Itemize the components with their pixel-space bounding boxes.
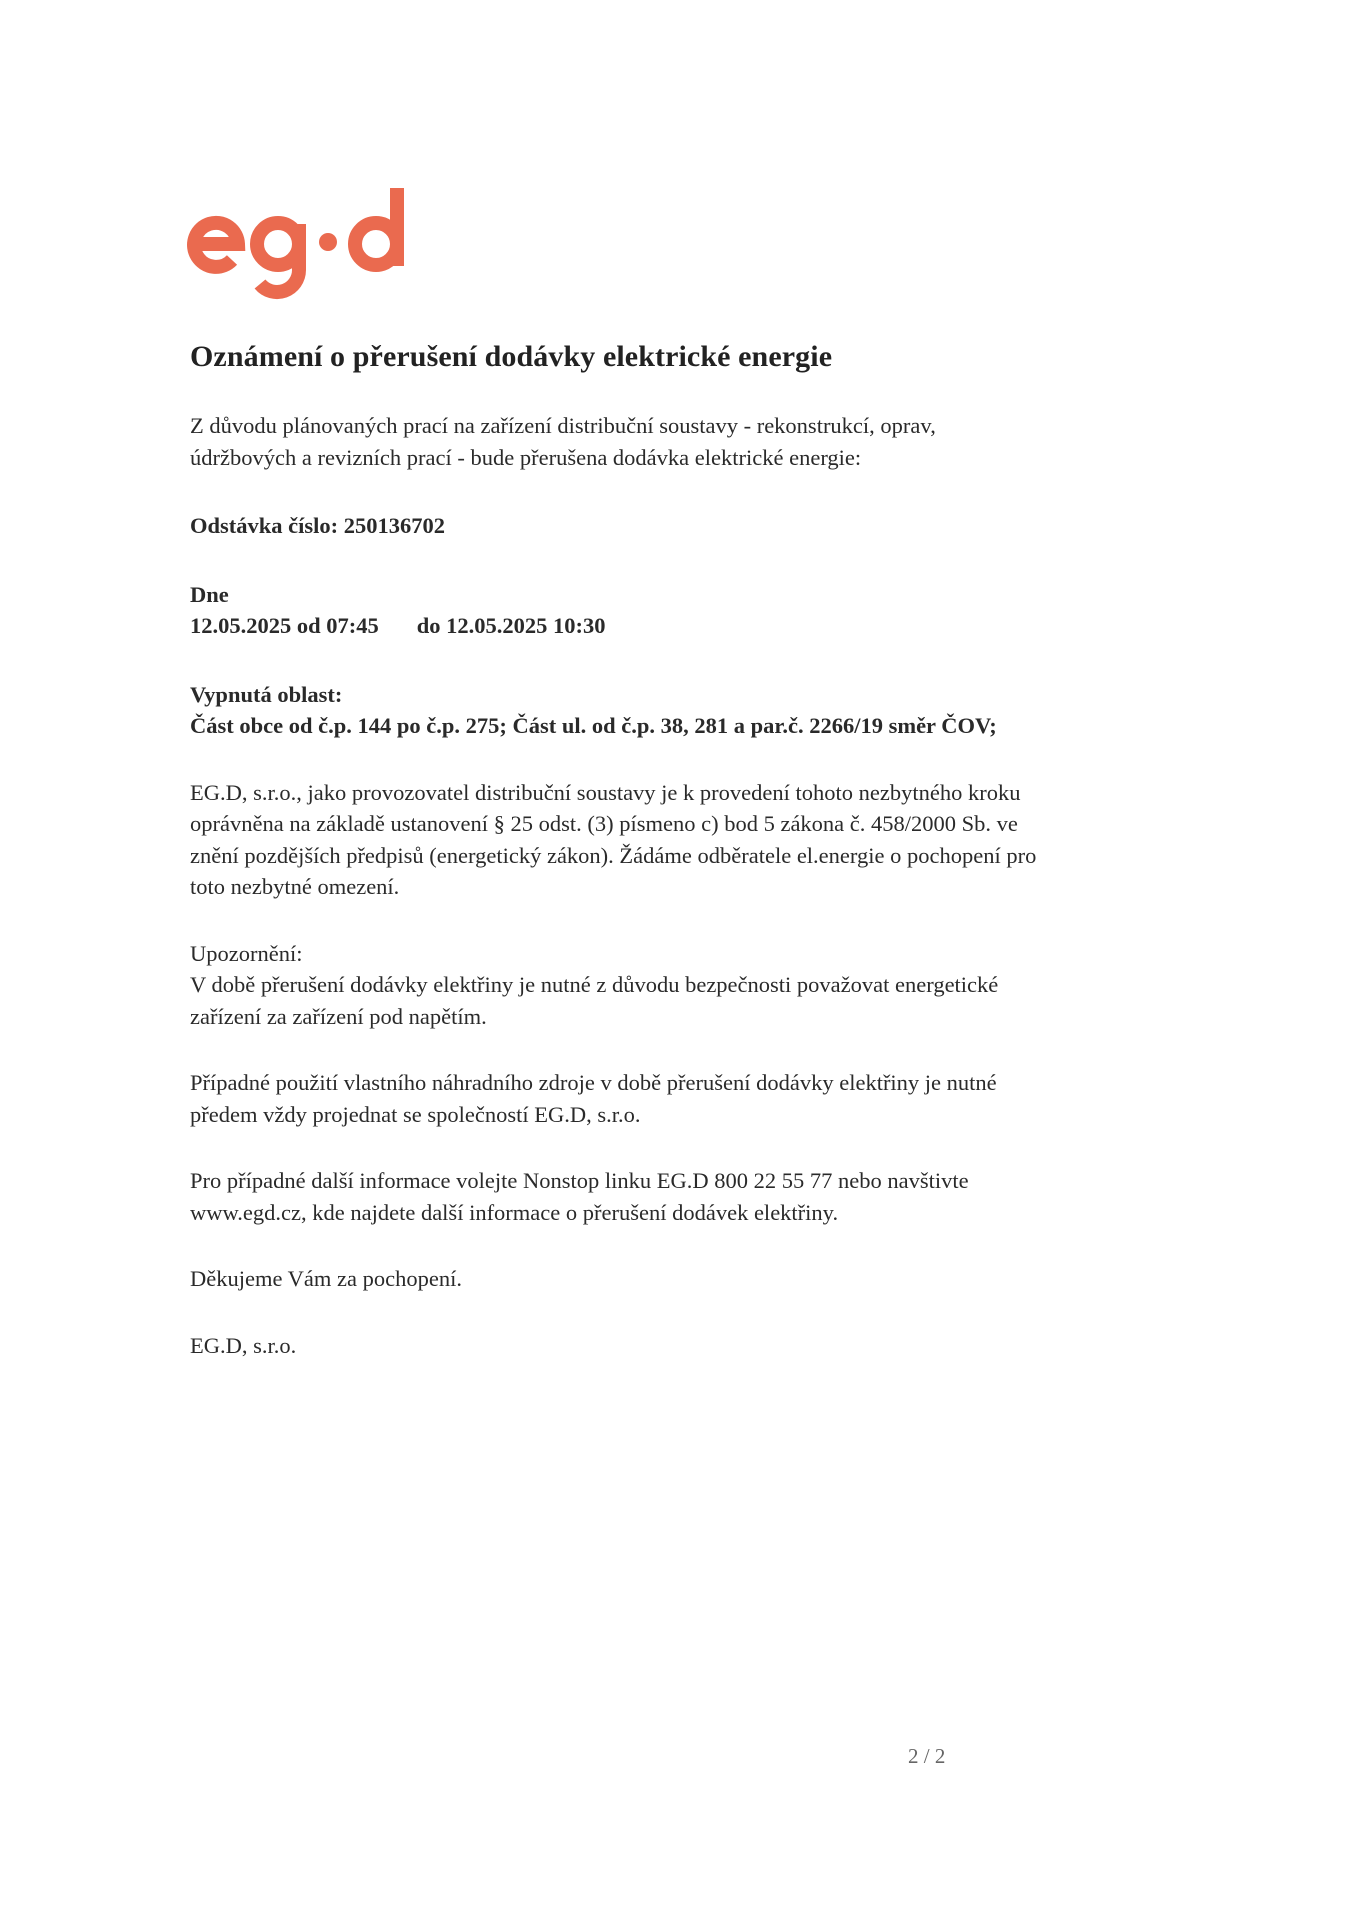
notice-content bbox=[190, 340, 1210, 1361]
generator-line-1: Případné použití vlastního náhradního zdroje v době přerušení dodávky elektřiny je nutné bbox=[190, 1070, 997, 1095]
area-value: Část obce od č.p. 144 po č.p. 275; Část ul. od č.p. 38, 281 a par.č. 2266/19 směr ČOV; bbox=[190, 713, 997, 738]
notice-title: Oznámení o přerušení dodávky elektrické energie bbox=[190, 340, 833, 373]
page-number: 2 / 2 bbox=[908, 1744, 946, 1768]
outage-day-label: Dne bbox=[190, 581, 229, 607]
outage-from: 12.05.2025 od 07:45 bbox=[190, 613, 379, 638]
legal-line-2: oprávněna na základě ustanovení § 25 odst. (3) písmeno c) bod 5 zákona č. 458/2000 Sb. ve bbox=[190, 811, 1018, 836]
intro-line-2: údržbových a revizních prací - bude přerušena dodávka elektrické energie: bbox=[190, 444, 862, 470]
warning-line-1: V době přerušení dodávky elektřiny je nutné z důvodu bezpečnosti považovat energetické bbox=[190, 972, 999, 997]
warning-line-2: zařízení za zařízení pod napětím. bbox=[190, 1003, 487, 1029]
info-line-2: www.egd.cz, kde najdete další informace o přerušení dodávek elektřiny. bbox=[190, 1199, 839, 1225]
egd-logo bbox=[180, 188, 415, 300]
generator-line-2: předem vždy projednat se společností EG.D, s.r.o. bbox=[190, 1101, 641, 1127]
thanks-text: Děkujeme Vám za pochopení. bbox=[190, 1266, 462, 1291]
warning-label: Upozornění: bbox=[190, 940, 303, 966]
signature: EG.D, s.r.o. bbox=[190, 1332, 297, 1358]
legal-line-4: toto nezbytné omezení. bbox=[190, 874, 400, 899]
info-line-1: Pro případné další informace volejte Nonstop linku EG.D 800 22 55 77 nebo navštivte bbox=[190, 1168, 969, 1193]
legal-line-3: znění pozdějších předpisů (energetický zákon). Žádáme odběratele el.energie o pochopení pro bbox=[190, 842, 1037, 868]
outage-date-range bbox=[190, 610, 1210, 642]
outage-to: do 12.05.2025 10:30 bbox=[416, 613, 606, 638]
legal-line-1: EG.D, s.r.o., jako provozovatel distribuční soustavy je k provedení tohoto nezbytného kroku bbox=[190, 779, 1021, 805]
area-label: Vypnutá oblast: bbox=[190, 681, 343, 707]
intro-line-1: Z důvodu plánovaných prací na zařízení distribuční soustavy - rekonstrukcí, oprav, bbox=[190, 413, 936, 438]
outage-number: Odstávka číslo: 250136702 bbox=[190, 513, 446, 538]
